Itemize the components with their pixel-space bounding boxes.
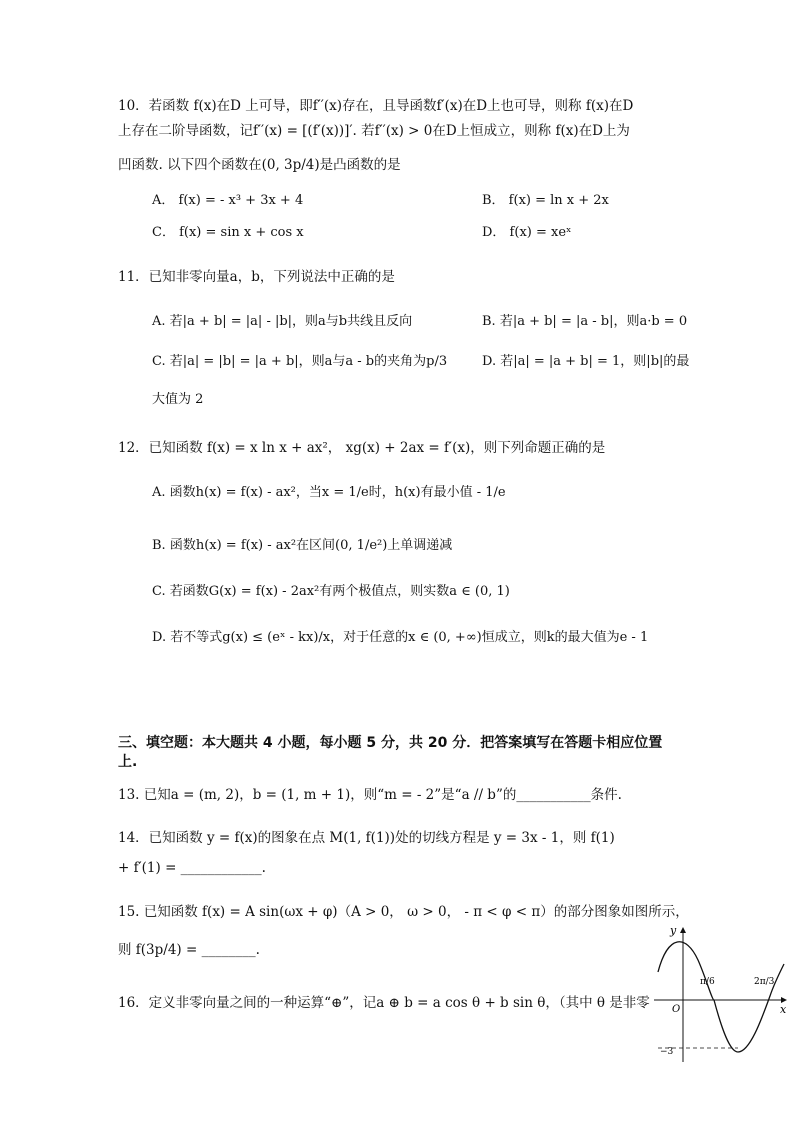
q11-option-d-cont: 大值为 2 — [152, 392, 204, 407]
q15-line1: 15. 已知函数 f(x) = A sin(ωx + φ)（A > 0， ω > 0， - π < φ < π）的部分图象如图所示， — [118, 904, 689, 920]
q14-line2: + f′(1) = ____________. — [118, 860, 266, 876]
q10-line1: 10．若函数 f(x)在D 上可导，即f′′(x)存在，且导函数f′(x)在D上也可导，则称 f(x)在D — [118, 98, 634, 114]
q11-option-c: C. 若|a| = |b| = |a + b|，则a与a - b的夹角为p/3 — [152, 354, 448, 369]
q11-stem: 11．已知非零向量a，b，下列说法中正确的是 — [118, 269, 395, 285]
q10-option-c: C． f(x) = sin x + cos x — [152, 225, 304, 240]
q10-line3: 凹函数. 以下四个函数在(0, 3p/4)是凸函数的是 — [118, 157, 401, 173]
q10-option-b: B． f(x) = ln x + 2x — [482, 193, 609, 208]
tick-label-pi6: π/6 — [700, 977, 715, 987]
section3-heading-cont: 上. — [118, 754, 138, 770]
x-axis-label: x — [780, 1003, 787, 1016]
q11-option-d: D. 若|a| = |a + b| = 1，则|b|的最 — [482, 354, 690, 369]
sine-graph-figure — [650, 920, 794, 1070]
tick-label-neg3: −3 — [660, 1047, 674, 1057]
sine-curve — [658, 942, 784, 1052]
q12-stem: 12．已知函数 f(x) = x ln x + ax²， xg(x) + 2ax = f′(x)，则下列命题正确的是 — [118, 440, 606, 456]
origin-label: O — [672, 1004, 681, 1015]
y-axis-label: y — [670, 924, 677, 937]
q12-option-d: D. 若不等式g(x) ≤ (eˣ - kx)/x，对于任意的x ∈ (0, +∞)恒成立，则k的最大值为e - 1 — [152, 630, 649, 645]
q12-option-b: B. 函数h(x) = f(x) - ax²在区间(0, 1/e²)上单调递减 — [152, 538, 453, 553]
q15-line2: 则 f(3p/4) = ________. — [118, 942, 260, 958]
q10-line2: 上存在二阶导函数，记f′′(x) = [(f′(x))]′. 若f′′(x) > 0在D上恒成立，则称 f(x)在D上为 — [118, 123, 630, 139]
q12-option-a: A. 函数h(x) = f(x) - ax²，当x = 1/e时，h(x)有最小值 - 1/e — [152, 485, 506, 500]
q16-line1: 16．定义非零向量之间的一种运算“⊕”，记a ⊕ b = a cos θ + b sin θ，（其中 θ 是非零 — [118, 995, 650, 1011]
tick-label-2pi3: 2π/3 — [754, 977, 775, 987]
q10-option-d: D． f(x) = xeˣ — [482, 225, 572, 240]
q11-option-b: B. 若|a + b| = |a - b|，则a·b = 0 — [482, 314, 688, 329]
q14-line1: 14．已知函数 y = f(x)的图象在点 M(1, f(1))处的切线方程是 y = 3x - 1，则 f(1) — [118, 830, 615, 846]
q12-option-c: C. 若函数G(x) = f(x) - 2ax²有两个极值点，则实数a ∈ (0, 1) — [152, 584, 510, 599]
q10-option-a: A． f(x) = - x³ + 3x + 4 — [152, 193, 304, 208]
section3-heading: 三、填空题：本大题共 4 小题，每小题 5 分，共 20 分．把答案填写在答题卡相应位置 — [118, 735, 663, 751]
q11-option-a: A. 若|a + b| = |a| - |b|，则a与b共线且反向 — [152, 314, 413, 329]
q13: 13. 已知a = (m, 2)，b = (1, m + 1)，则“m = - 2”是“a // b”的___________条件. — [118, 787, 622, 803]
